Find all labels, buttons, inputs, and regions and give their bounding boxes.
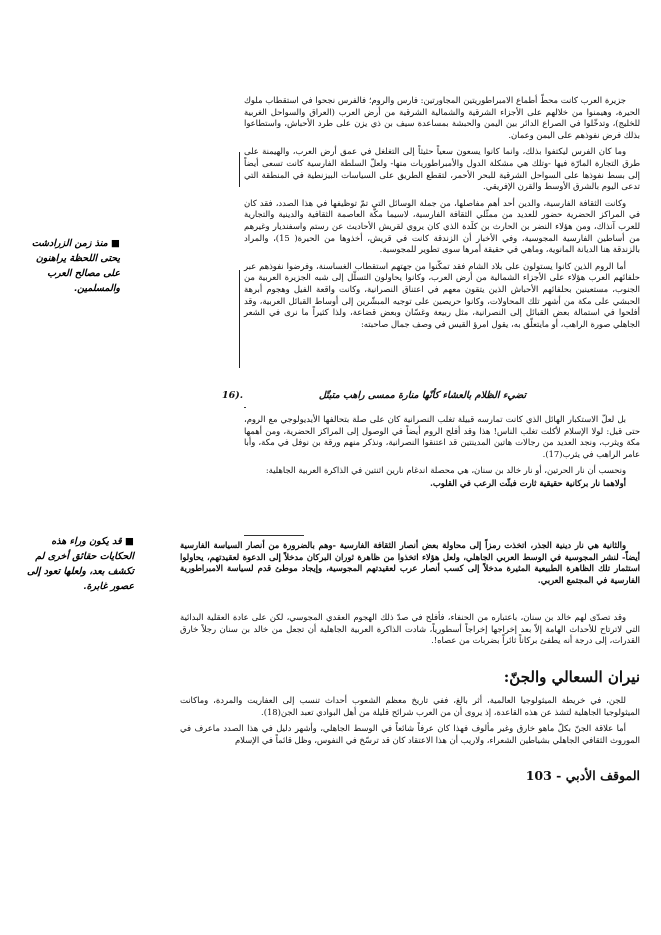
verse-line: تضيء الظلام بالعشاء كأنّها منارة ممسى راهب متبتّل [318, 390, 527, 401]
page-footer: الموقف الأدبي - 103 [525, 768, 640, 783]
paragraph: ونحسب أن نار الحرتين، أو نار خالد بن سنان، هي محصلة اندغام نارين اثنتين في الذاكرة العربية الجاهلية: [265, 465, 626, 476]
separator-rule-bold [244, 535, 304, 536]
paragraph: أما الروم الذين كانوا يستولون على بلاد الشام فقد تمكّنوا من جهتهم استقطاب الغساسنة، وفرضوا نفوذهم عبر حلفائهم العرب هؤلاء على الأجزاء الشمالية من أرض العرب، وكانوا يحاولون التسلّل إلى شبه الجزيرة العربية من الجنوب، مستعينين بحلفائهم الأحباش الذين يتقون معهم في اعتناق النصرانية، وكانت واقعة الفيل وهجوم أبرهة الحبشي على مكة من أشهر تلك المحاولات، وكانوا حريصين على توجيه المبشّرين إلى أوساط القبائل العربية، وقد أفلحوا في استمالة بعض القبائل إلى النصرانية، مثل ربيعة وغسّان وبعض قضاعة، ولذا كثيراً ما نرى في الشعر الجاهلي صورة الراهب، أو مايتعلّق به، يقول امرؤ القيس في وصف جمال صاحبته: [244, 260, 640, 329]
paragraph: وما كان الفرس ليكتفوا بذلك، وانما كانوا يسعون سعياً حثيثاً إلى التغلغل في عمق أرض العرب، والهيمنة على طرق التجارة المارّة فيها -وتلك هي مشكلة الدول والأمبراطوريات منها- ولعلّ السلطة الفارسية كانت تسعى أيضاً إلى بسط نفوذها على السواحل الشرقية للبحر الأحمر، لتقطع الطريق على السياسات البيزنطية في المنطقة التي تدعى اليوم بالشرق الأوسط والقرن الإفريقي. [244, 146, 640, 192]
paragraph-bold: والثانية هي نار دينية الجذر، اتخذت رمزاً إلى محاولة بعض أنصار الثقافة الفارسية -وهم بالضرورة من أنصار السياسة الفارسية أيضاً- لنشر المجوسية في الوسط العربي الجاهلي، ولعل هؤلاء اتخذوا من ظاهرة ثوران البركان مدخلاً إلى الدعوة لعقيدتهم، يحاولوا استثمار تلك الظاهرة الطبيعية المثيرة مدخلاً إلى كسب أنصار عرب لعقيدتهم المجوسية، وإيجاد موطئ قدم لسياسة الامبراطورية الفارسية في المجتمع العربي. [180, 540, 640, 585]
section-heading: نيران السعالي والجنّ: [503, 668, 640, 686]
middle-text-column [244, 414, 640, 495]
handwritten-margin-note-2: ■ قد يكون وراء هذه الحكايات حقائق أخرى لم تكشف بعد، ولعلها تعود إلى عصور غابرة. [26, 536, 134, 592]
after-paragraph-column [180, 612, 640, 652]
margin-bracket-top [239, 152, 240, 187]
paragraph: جزيرة العرب كانت محطّ أطماع الامبراطوريتين المجاورتين: فارس والروم؛ فالفرس نجحوا في استقطاب ملوك الحيرة، وهيمنوا من خلالهم على الأجزاء الشرقية والشمالية الشرقية من أرض العرب (العراق والسواحل الغربية للخليج)، وتدخّلوا في الصراع الدائر بين اليمن والحبشة بمساعدة سيف بن ذي يزن على طرد الأحباش، واستطاعوا بذلك فرض نفوذهم على اليمن وعمان. [244, 95, 640, 140]
top-text-column [244, 95, 640, 335]
bold-line: أولاهما نار بركانية حقيقية ثارت فبثّت الرعب في القلوب. [429, 477, 626, 488]
paragraph: وكانت الثقافة الفارسية، والدين أحد أهم مفاصلها، من جملة الوسائل التي تمّ توظيفها في هذا الصدد، فقد كان في المراكز الحضرية حضور للعديد من ممثّلي الثقافة الفارسية، لاسيما مكّة العاصمة الثقافية والدينية والتجارية للعرب آنذاك، ومن هؤلاء النضر بن الحارث بن كلَدة الذي كان يروي لقريش الأحاديث عن رستم واسفنديار وغيرهم من أساطين الفارسية المجوسية، وفي الأخبار أن الزندقة كانت في قريش، أخذوها من الحيرة( 15)، والمراد بالزندقة هنا الديانة المانوية، وماهي في حقيقة أمرها سوى تطوير للمجوسية. [244, 197, 640, 255]
paragraph: وقد تصدّى لهم خالد بن سنان، باعتباره من الحنفاء، فأفلح في صدّ ذلك الهجوم العقدي المجوسي، لكن على عادة العقلية البدائية التي لاترتاح للأحداث الهامة إلاّ بعد إخراجها إخراجاً أسطورياً، شادت الذاكرة العربية الجاهلية أن تجعل من خالد بن سنان رجلاً خارق القدرات، إلى درجة أنه يطفئ بركاناً ثائراً بضربات من عصاه!. [180, 612, 640, 646]
jinn-text-column [180, 695, 640, 751]
handwritten-margin-note: ■ منذ زمن الزرادشت يحتى اللحظة يراهنون على مصالح العرب والمسلمين. [31, 238, 120, 294]
bold-paragraph-column [180, 540, 640, 591]
paragraph: للجن، في خريطة الميثولوجيا العالمية، أثر بالغ، ففي تاريخ معظم الشعوب أحداث تنسب إلى العفاريت والمردة، وماكانت الميثولوجيا الجاهلية لتشذ عن هذه القاعدة، إذ يروى أن من العرب شرائح قليلة من أهل البوادي تعبد الجن(18). [180, 695, 640, 717]
paragraph: أما علاقة الجنّ بكلّ ماهو خارق وغير مألوف فهذا كان عرفاً شائعاً في الوسط الجاهلي، وأشهر دليل في هذا الصدد ماعرف في الموروث الثقافي الجاهلي بشياطين الشعراء، ولاريب أن هذا الاعتقاد كان قد ترسّخ في النفوس، وظل قائماً في الإسلام [180, 723, 640, 745]
margin-bracket-mid [239, 270, 240, 368]
separator-rule [244, 407, 246, 408]
paragraph: بل لعلّ الاستكبار الهائل الذي كانت تمارسه قبيلة تغلب النصرانية كان على صلة بتحالفها الأيديولوجي مع الروم، حتى قيل: لولا الإسلام لأكلت تغلب الناس! هذا وقد أفلح الروم أيضاً في الوصول إلى المراكز الحضرية، ومن أهمها مكة ويثرب، ونجد العديد من رجالات هاتين المدينتين قد اعتنقوا النصرانية، ونذكر منهم ورقة بن نوفل في مكة، وأبا عامر الراهب في يثرب(17). [244, 414, 640, 459]
verse-reference: 16). [222, 390, 244, 401]
